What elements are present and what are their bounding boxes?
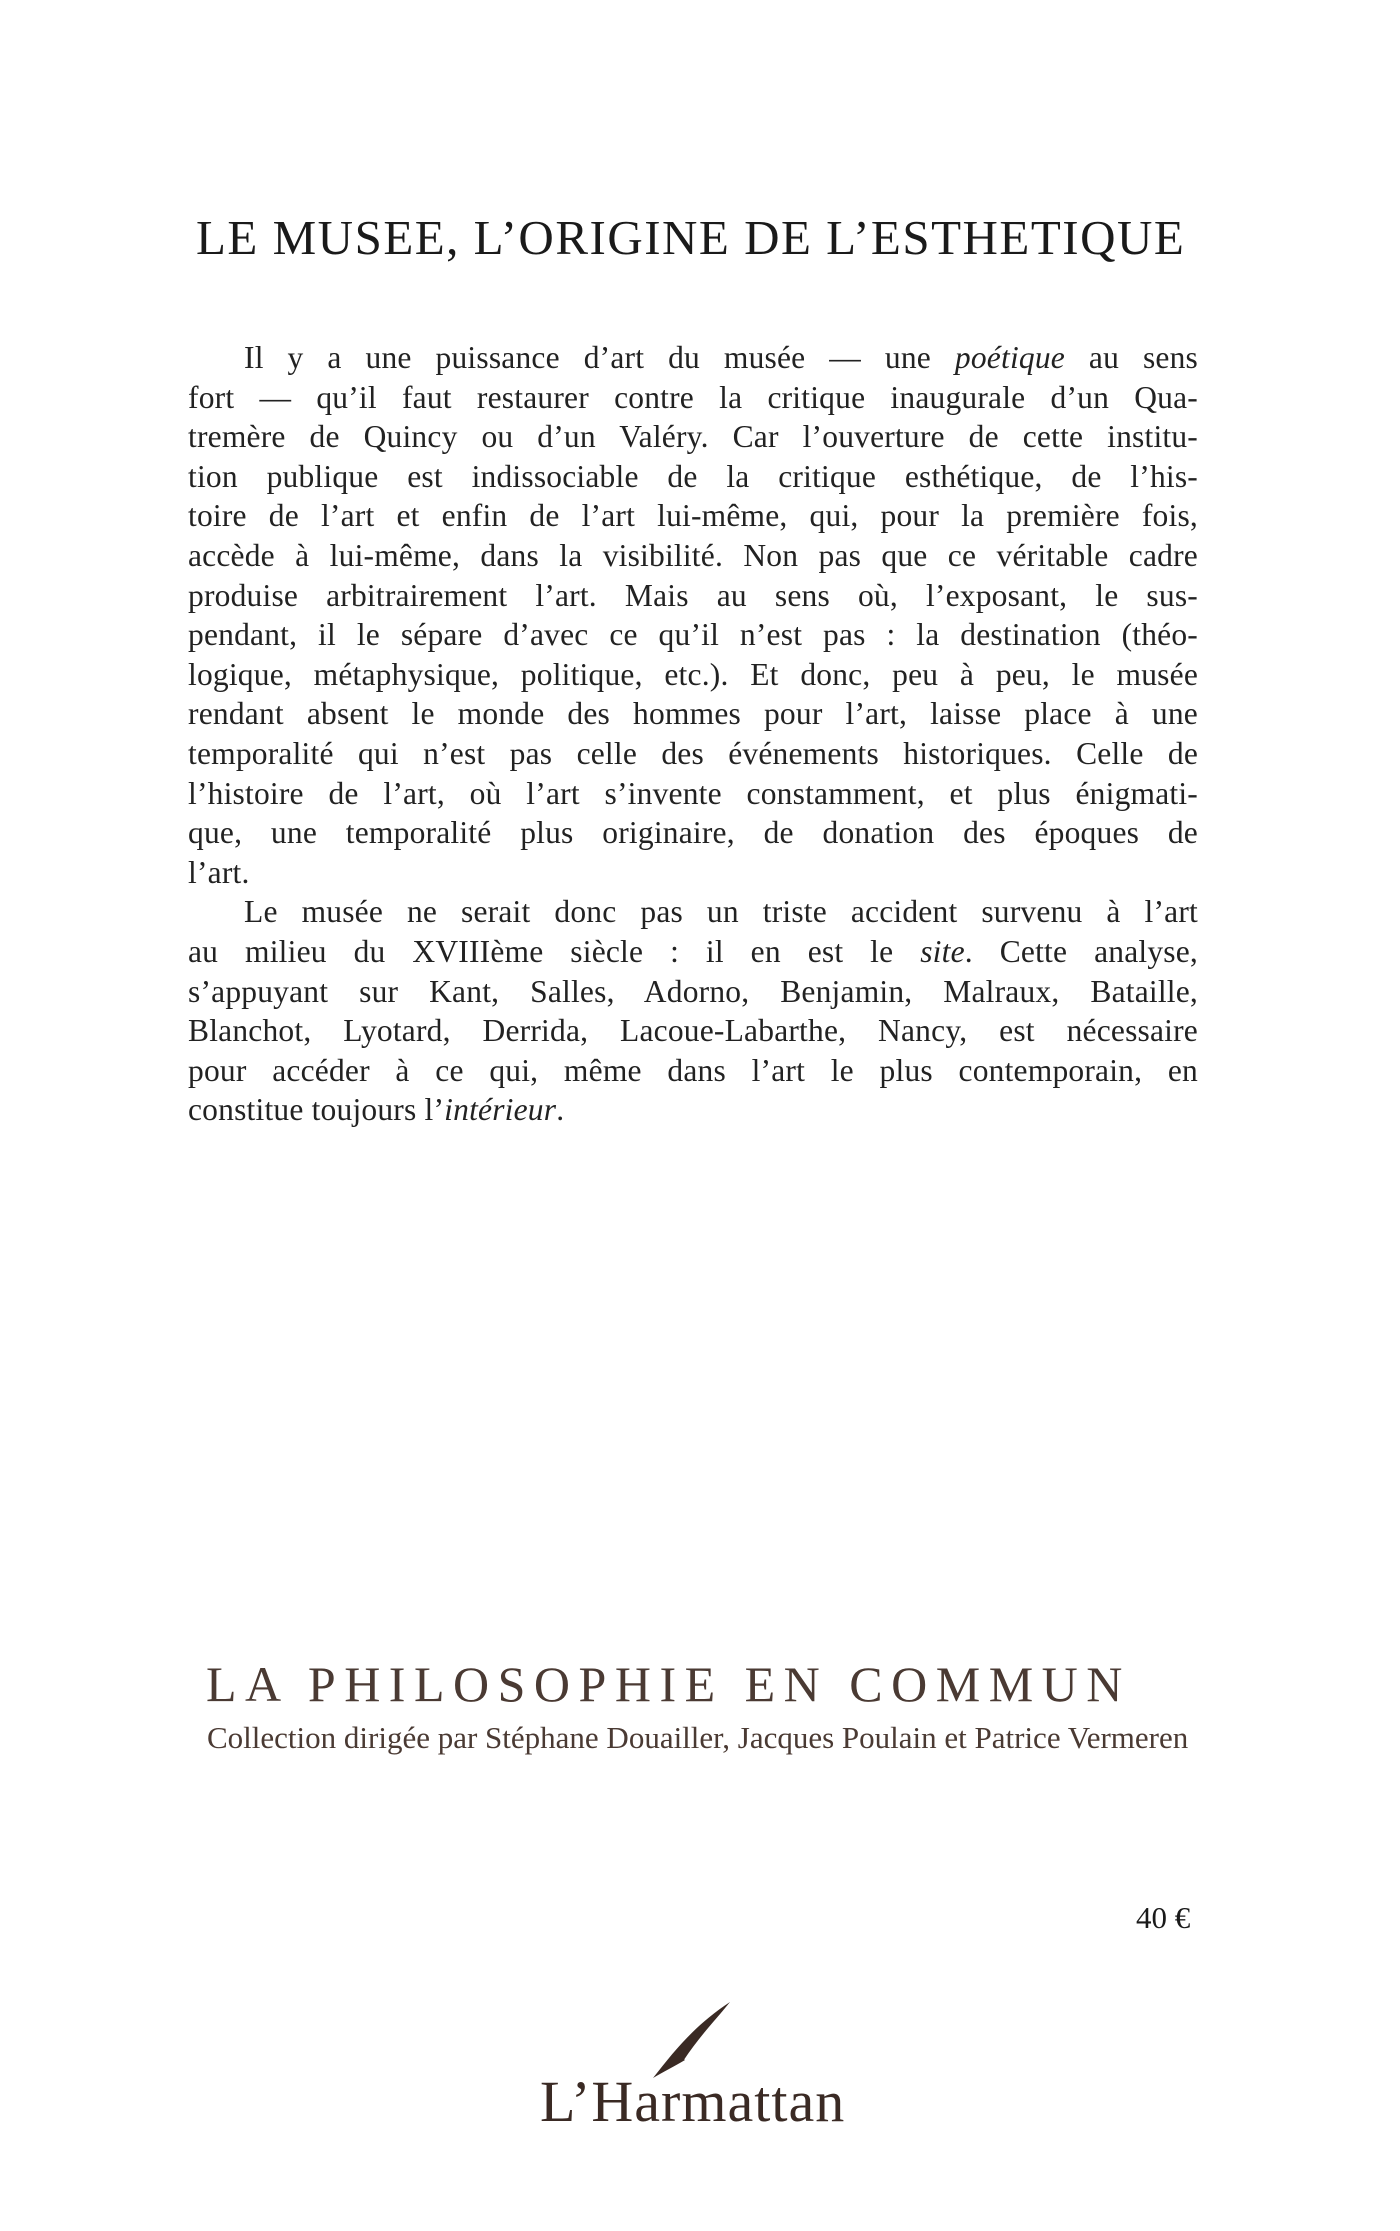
blurb-line: Blanchot, Lyotard, Derrida, Lacoue-Labarthe, Nancy, est nécessaire <box>188 1013 1198 1049</box>
blurb-line: l’art. <box>188 854 250 890</box>
blurb-paragraph-2 <box>188 892 1198 1130</box>
blurb-line: l’histoire de l’art, où l’art s’invente constamment, et plus énigmati- <box>188 775 1198 811</box>
blurb-paragraph-1 <box>188 338 1198 892</box>
blurb-line: logique, métaphysique, politique, etc.). Et donc, peu à peu, le musée <box>188 656 1198 692</box>
blurb-line: fort — qu’il faut restaurer contre la critique inaugurale d’un Qua- <box>188 379 1198 415</box>
blurb-line: Le musée ne serait donc pas un triste accident survenu à l’art <box>244 894 1198 930</box>
price: 40 € <box>1136 1900 1191 1935</box>
blurb-line: s’appuyant sur Kant, Salles, Adorno, Benjamin, Malraux, Bataille, <box>188 973 1198 1009</box>
blurb-line: toire de l’art et enfin de l’art lui-même, qui, pour la première fois, <box>188 498 1198 534</box>
blurb-line: accède à lui-même, dans la visibilité. Non pas que ce véritable cadre <box>188 537 1198 573</box>
blurb-line: pendant, il le sépare d’avec ce qu’il n’est pas : la destination (théo- <box>188 617 1198 653</box>
publisher-name: L’Harmattan <box>540 2069 846 2134</box>
blurb <box>188 338 1198 1130</box>
blurb-line: tion publique est indissociable de la critique esthétique, de l’his- <box>188 458 1198 494</box>
blurb-line: constitue toujours l’intérieur. <box>188 1092 565 1128</box>
blurb-line: produise arbitrairement l’art. Mais au sens où, l’exposant, le sus- <box>188 577 1198 613</box>
blurb-line: pour accéder à ce qui, même dans l’art le plus contemporain, en <box>188 1052 1198 1088</box>
quill-icon <box>645 2000 735 2080</box>
blurb-line: Il y a une puissance d’art du musée — une poétique au sens <box>244 340 1198 375</box>
book-title: LE MUSEE, L’ORIGINE DE L’ESTHETIQUE <box>196 210 1186 265</box>
collection-name: LA PHILOSOPHIE EN COMMUN <box>206 1656 1131 1712</box>
blurb-line: au milieu du XVIIIème siècle : il en est le site. Cette analyse, <box>188 933 1198 969</box>
blurb-line: que, une temporalité plus originaire, de donation des époques de <box>188 815 1198 851</box>
blurb-line: rendant absent le monde des hommes pour l’art, laisse place à une <box>188 696 1198 732</box>
blurb-line: temporalité qui n’est pas celle des événements historiques. Celle de <box>188 735 1198 771</box>
blurb-line: tremère de Quincy ou d’un Valéry. Car l’ouverture de cette institu- <box>188 419 1198 455</box>
publisher-logo <box>540 2000 870 2140</box>
collection-directors: Collection dirigée par Stéphane Douailler, Jacques Poulain et Patrice Vermeren <box>207 1720 1189 1755</box>
